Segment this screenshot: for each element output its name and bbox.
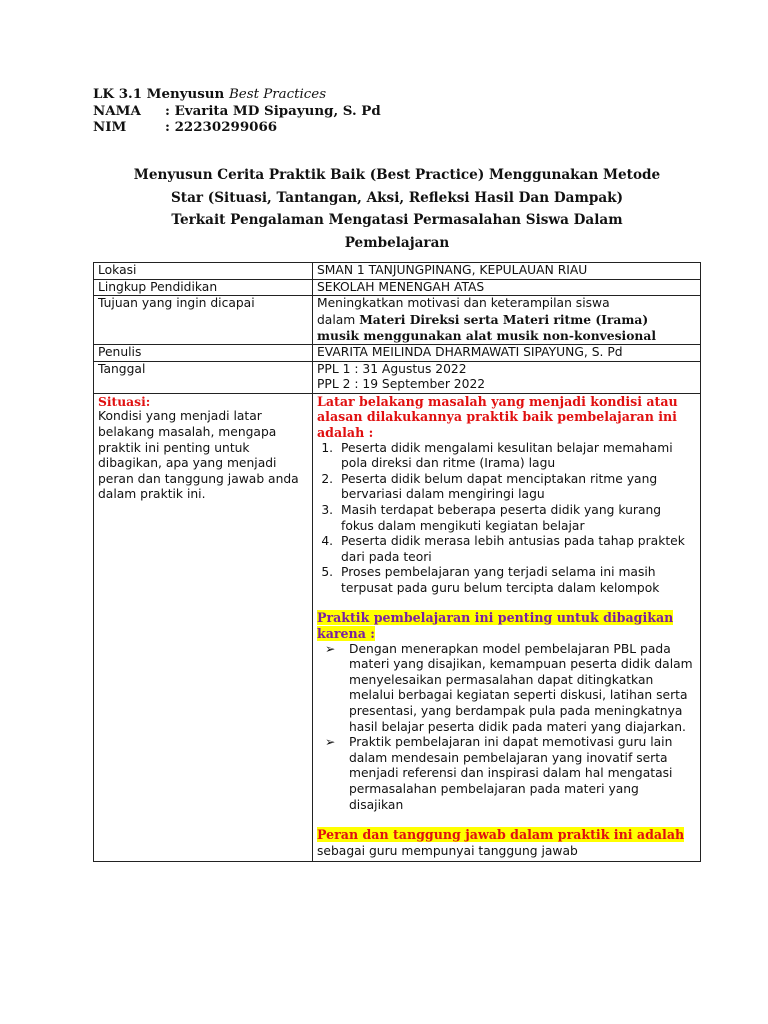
row-penulis <box>94 344 701 361</box>
list-item-text: Praktik pembelajaran ini dapat memotivasi guru lain dalam mendesain pembelajaran yang inovatif serta menjadi referensi dan inspirasi dalam hal mengatasi permasalahan pembelajaran pada materi yang disajikan <box>349 735 673 812</box>
latar-heading: Latar belakang masalah yang menjadi kondisi atau alasan dilakukannya praktik baik pembelajaran ini adalah : <box>317 393 678 440</box>
tujuan-label: Tujuan yang ingin dicapai <box>94 296 313 345</box>
row-lingkup <box>94 279 701 296</box>
list-item-text: Dengan menerapkan model pembelajaran PBL pada materi yang disajikan, kemampuan peserta didik dalam menyelesaikan permasalahan dapat ditingkatkan melalui berbagai kegiatan seperti diskusi, latihan serta presentasi, yang berdampak pula pada meningkatnya hasil belajar peserta didik pada materi yang diajarkan. <box>349 641 693 734</box>
list-item <box>317 735 696 813</box>
title-line-1: Menyusun Cerita Praktik Baik (Best Practice) Menggunakan Metode <box>133 167 661 183</box>
list-item: 4. Peserta didik merasa lebih antusias pada tahap praktek dari pada teori <box>337 534 696 565</box>
penting-heading-text: Praktik pembelajaran ini penting untuk dibagikan karena : <box>317 610 674 642</box>
title-line-3: Terkait Pengalaman Mengatasi Permasalahan Siswa Dalam <box>171 212 623 228</box>
tujuan-line-3: musik menggunakan alat musik non-konvesional <box>317 328 656 344</box>
situasi-content <box>313 393 701 862</box>
best-practice-table <box>93 262 701 862</box>
title-line-2: Star (Situasi, Tantangan, Aksi, Refleksi Hasil Dan Dampak) <box>170 189 624 206</box>
situasi-label: Situasi: <box>98 393 151 409</box>
spacer <box>317 813 696 827</box>
tanggal-line-2: PPL 2 : 19 September 2022 <box>317 377 486 392</box>
lk-prefix: LK 3.1 Menyusun <box>93 86 229 102</box>
document-title <box>93 164 701 254</box>
list-item: 1. Peserta didik mengalami kesulitan belajar memahami pola direksi dan ritme (Irama) lagu <box>337 441 696 472</box>
row-lokasi <box>94 263 701 280</box>
latar-list <box>317 441 696 597</box>
lingkup-label: Lingkup Pendidikan <box>94 279 313 296</box>
nim-value: : 22230299066 <box>165 119 278 135</box>
lokasi-label: Lokasi <box>94 263 313 280</box>
peran-text: sebagai guru mempunyai tanggung jawab <box>317 843 578 858</box>
situasi-description: Kondisi yang menjadi latar belakang masalah, mengapa praktik ini penting untuk dibagikan, apa yang menjadi peran dan tanggung jawab anda dalam praktik ini. <box>98 409 299 502</box>
peran-heading: Peran dan tanggung jawab dalam praktik ini adalah <box>317 827 685 843</box>
row-tujuan <box>94 296 701 345</box>
arrow-bullet-icon: ➢ <box>325 735 336 750</box>
list-item: 3. Masih terdapat beberapa peserta didik yang kurang fokus dalam mengikuti kegiatan belajar <box>337 503 696 534</box>
nim-row <box>93 119 381 135</box>
tujuan-line-2-prefix: dalam <box>317 312 360 327</box>
nama-value: : Evarita MD Sipayung, S. Pd <box>165 103 381 119</box>
lk-title <box>93 86 381 103</box>
list-item: 5. Proses pembelajaran yang terjadi selama ini masih terpusat pada guru belum tercipta dalam kelompok <box>337 565 696 596</box>
lokasi-value: SMAN 1 TANJUNGPINANG, KEPULAUAN RIAU <box>313 263 701 280</box>
nama-row <box>93 103 381 119</box>
tujuan-line-1: Meningkatkan motivasi dan keterampilan siswa <box>317 296 610 311</box>
nim-label: NIM <box>93 119 127 135</box>
penulis-value: EVARITA MEILINDA DHARMAWATI SIPAYUNG, S. Pd <box>313 344 701 361</box>
penulis-label: Penulis <box>94 344 313 361</box>
lk-italic: Best Practices <box>228 87 327 102</box>
identity-header <box>93 86 381 135</box>
list-item: 2. Peserta didik belum dapat menciptakan ritme yang bervariasi dalam mengiringi lagu <box>337 472 696 503</box>
arrow-bullet-icon: ➢ <box>325 641 336 656</box>
tanggal-value <box>313 361 701 393</box>
lingkup-value: SEKOLAH MENENGAH ATAS <box>313 279 701 296</box>
tujuan-line-2-bold: Materi Direksi serta Materi ritme (Irama) <box>359 311 649 327</box>
row-tanggal <box>94 361 701 393</box>
situasi-cell <box>94 393 313 862</box>
title-line-4: Pembelajaran <box>344 234 450 251</box>
row-situasi <box>94 393 701 862</box>
peran-paragraph <box>317 827 696 859</box>
nama-label: NAMA <box>93 103 141 119</box>
list-item <box>317 642 696 736</box>
tanggal-label: Tanggal <box>94 361 313 393</box>
tujuan-line-2 <box>317 312 696 329</box>
spacer <box>317 596 696 610</box>
penting-list <box>317 642 696 814</box>
penting-heading <box>317 610 696 641</box>
tanggal-line-1: PPL 1 : 31 Agustus 2022 <box>317 361 467 376</box>
tujuan-value <box>313 296 701 345</box>
